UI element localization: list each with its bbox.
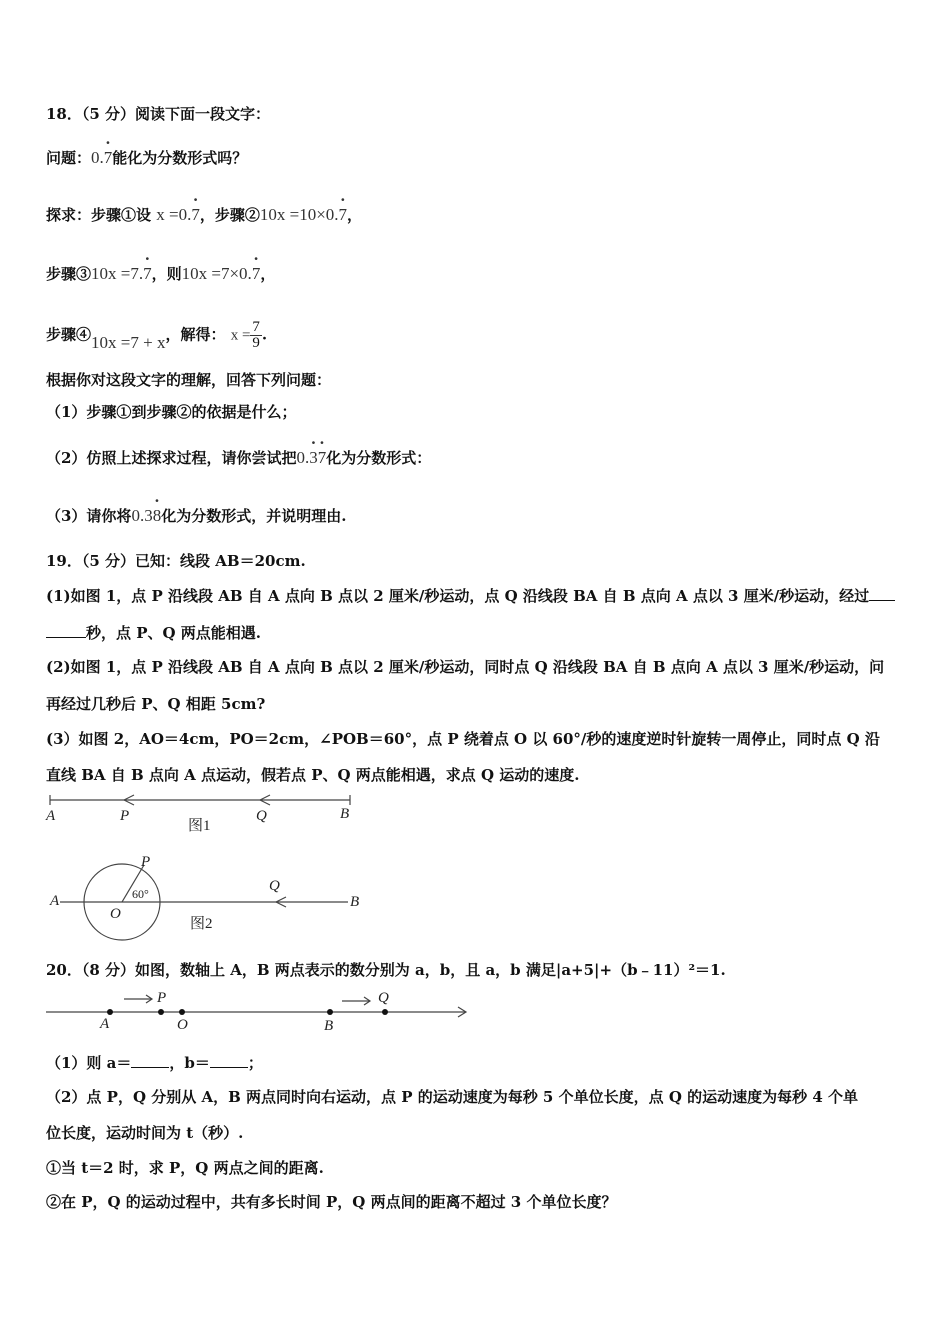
axis-label-q: Q: [378, 990, 389, 1006]
q18-explore: 探求：步骤①设 x =0.· 7，步骤②10x =10×0.· 7，: [46, 205, 362, 225]
fig2-label-p: P: [141, 854, 151, 870]
point-a: [107, 1009, 113, 1015]
q20-number-line: [40, 985, 480, 1035]
point-b: [327, 1009, 333, 1015]
q19-part3-line1: (3）如图 2，AO＝4cm，PO＝2cm，∠POB＝60°，点 P 绕着点 O 以 60°/秒的速度逆时针旋转一周停止，同时点 Q 沿: [46, 730, 880, 748]
fig1-arrow-p: [124, 795, 134, 800]
q18-part3: （3）请你将0.3· 8化为分数形式，并说明理由.: [46, 506, 346, 526]
q19-header: 19．（5 分）已知：线段 AB＝20cm.: [46, 552, 306, 570]
q20-part2-line1: （2）点 P，Q 分别从 A，B 两点同时向右运动，点 P 的运动速度为每秒 5 个单位长度，点 Q 的运动速度为每秒 4 个单: [46, 1088, 858, 1106]
q20-header: 20．（8 分）如图，数轴上 A，B 两点表示的数分别为 a，b，且 a，b 满足|a+5|+（b﹣11）²＝1.: [46, 961, 726, 979]
q18-step1-eq: x =0.· 7: [156, 205, 200, 224]
fig2-label-q: Q: [269, 878, 280, 894]
q18-problem-label: 问题：: [46, 149, 92, 167]
q19-part2-line2: 再经过几秒后 P、Q 相距 5cm?: [46, 695, 266, 713]
q19-part1-line1: (1)如图 1，点 P 沿线段 AB 自 A 点向 B 点以 2 厘米/秒运动，点 Q 沿线段 BA 自 B 点向 A 点以 3 厘米/秒运动，经过: [46, 586, 895, 606]
q18-step4-eq: 10x =7 + x: [91, 332, 166, 352]
axis-label-b: B: [324, 1018, 334, 1034]
fig2-label-o: O: [110, 906, 121, 922]
q20-part2-line2: 位长度，运动时间为 t（秒）.: [46, 1124, 244, 1142]
q19-part1-line2: 秒，点 P、Q 两点能相遇.: [46, 623, 261, 643]
point-o: [179, 1009, 185, 1015]
q18-step3: 步骤③10x =7.· 7，则10x =7×0.· 7，: [46, 264, 275, 284]
q18-problem-text: 能化为分数形式吗？: [112, 149, 248, 167]
q18-part3-decimal: 0.3· 8: [131, 506, 161, 525]
q19-figure2: [40, 850, 370, 945]
q20-part2-ii: ②在 P，Q 的运动过程中，共有多长时间 P，Q 两点间的距离不超过 3 个单位长度？: [46, 1193, 617, 1211]
q18-fraction: $\frac{7}{9}$: [252, 319, 260, 351]
q20-blank-a: [131, 1053, 169, 1068]
fig1-caption: 图1: [188, 818, 211, 834]
fig2-label-b: B: [350, 894, 360, 910]
q18-step4: 步骤④10x =7 + x，解得： x = $\frac{7}{9}$ .: [46, 319, 268, 352]
q18-part2: （2）仿照上述探求过程，请你尝试把0.· 3· 7化为分数形式：: [46, 448, 431, 468]
q19-figure1: [40, 790, 370, 840]
q19-part2-line1: (2)如图 1，点 P 沿线段 AB 自 A 点向 B 点以 2 厘米/秒运动，同时点 Q 沿线段 BA 自 B 点向 A 点以 3 厘米/秒运动，问: [46, 658, 885, 676]
q20-blank-b: [210, 1053, 248, 1068]
q20-part1: （1）则 a＝ ，b＝ ；: [46, 1054, 263, 1072]
q19-answer-blank: [869, 586, 895, 601]
q19-part3-line2: 直线 BA 自 B 点向 A 点运动，假若点 P、Q 两点能相遇，求点 Q 运动的速度.: [46, 766, 580, 784]
fig2-arrow-q: [276, 897, 286, 902]
q19-answer-blank-cont: [46, 623, 86, 638]
axis-label-a: A: [100, 1016, 110, 1032]
q18-repeating-decimal: 0.· 7: [91, 148, 112, 167]
q18-part2-decimal: 0.· 3· 7: [296, 448, 326, 467]
fig1-label-q: Q: [256, 808, 267, 824]
fig1-label-b: B: [340, 806, 350, 822]
point-q: [382, 1009, 388, 1015]
point-p: [158, 1009, 164, 1015]
fig2-angle-label: 60°: [132, 887, 149, 901]
q18-step2-eq: 10x =10×0.· 7: [260, 205, 347, 224]
fig1-arrow-q: [260, 795, 270, 800]
q18-step3-eq2: 10x =7×0.· 7: [182, 264, 261, 283]
q18-header: 18．（5 分）阅读下面一段文字：: [46, 105, 271, 123]
axis-label-p: P: [157, 990, 167, 1006]
fig1-label-a: A: [46, 808, 56, 824]
axis-label-o: O: [177, 1017, 188, 1033]
q18-step3-eq1: 10x =7.· 7: [91, 264, 152, 283]
fig2-caption: 图2: [190, 916, 213, 932]
q18-problem: [46, 148, 247, 168]
fig2-label-a: A: [50, 893, 60, 909]
q20-part2-i: ①当 t＝2 时，求 P，Q 两点之间的距离.: [46, 1159, 324, 1177]
q18-instruction: 根据你对这段文字的理解，回答下列问题：: [46, 371, 332, 389]
fig1-label-p: P: [120, 808, 130, 824]
q18-part1: （1）步骤①到步骤②的依据是什么；: [46, 403, 297, 421]
